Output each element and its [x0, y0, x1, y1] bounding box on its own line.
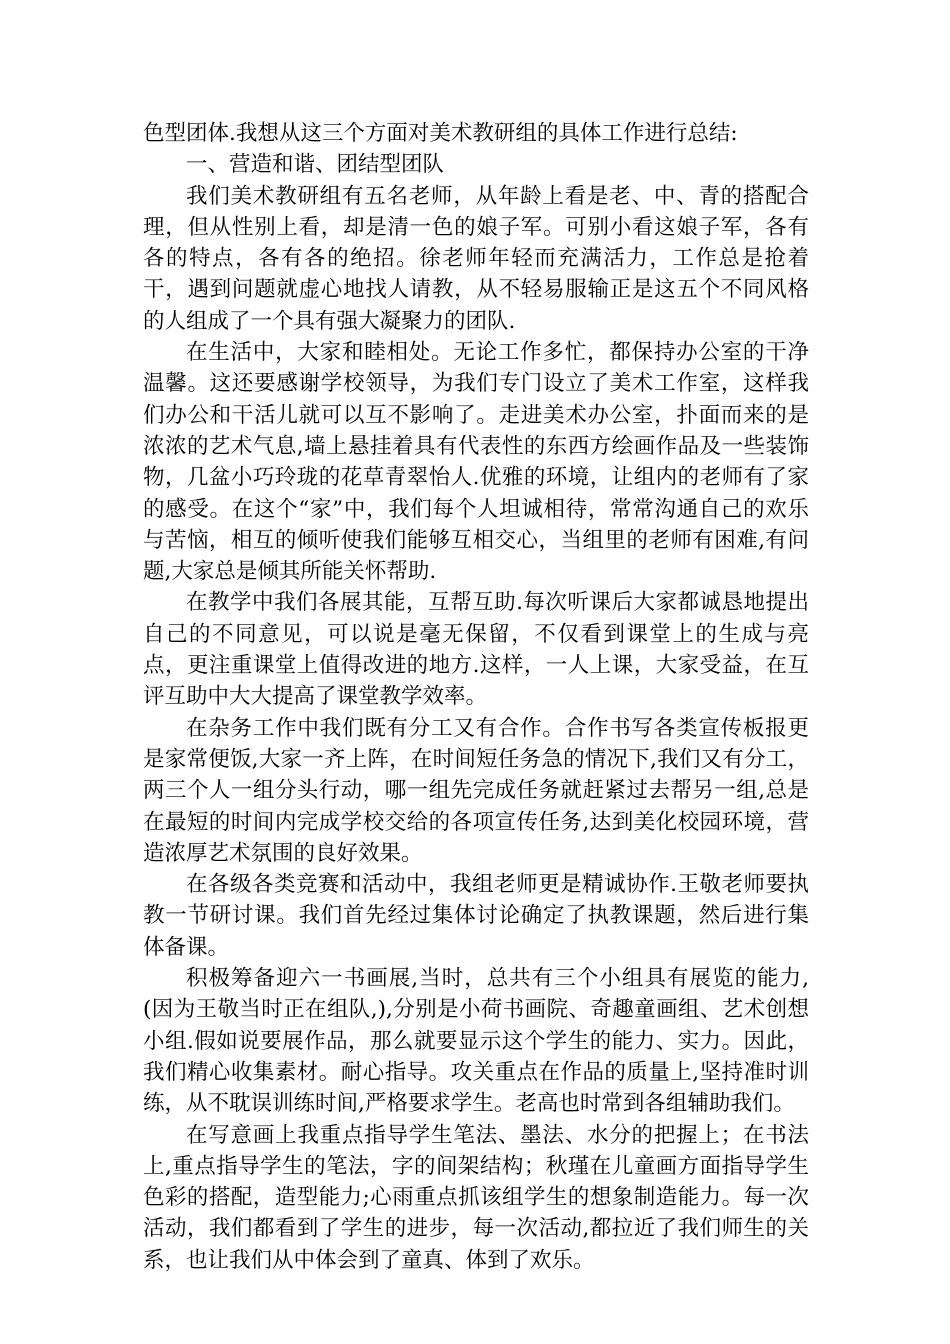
paragraph-teaching: 在教学中我们各展其能，互帮互助.每次听课后大家都诚恳地提出自己的不同意见，可以说是毫无保留，不仅看到课堂上的生成与亮点，更注重课堂上值得改进的地方.这样，一人上课，大家受益，在互评互助中大大提高了课堂教学效率。 [143, 590, 809, 710]
paragraph-chores: 在杂务工作中我们既有分工又有合作。合作书写各类宣传板报更是家常便饭,大家一齐上阵，在时间短任务急的情况下,我们又有分工，两三个人一组分头行动，哪一组先完成任务就赶紧过去帮另一组,总是在最短的时间内完成学校交给的各项宣传任务,达到美化校园环境，营造浓厚艺术氛围的良好效果。 [143, 715, 809, 866]
paragraph-competitions: 在各级各类竞赛和活动中，我组老师更是精诚协作.王敬老师要执教一节研讨课。我们首先经过集体讨论确定了执教课题，然后进行集体备课。 [143, 872, 809, 960]
paragraph-exhibition: 积极筹备迎六一书画展,当时，总共有三个小组具有展览的能力,(因为王敬当时正在组队,),分别是小荷书画院、奇趣童画组、艺术创想小组.假如说要展作品，那么就要显示这个学生的能力、实力。因此，我们精心收集素材。耐心指导。攻关重点在作品的质量上,坚持准时训练，从不耽误训练时间,严格要求学生。老高也时常到各组辅助我们。 [143, 966, 809, 1117]
paragraph-guidance: 在写意画上我重点指导学生笔法、墨法、水分的把握上；在书法上,重点指导学生的笔法，字的间架结构；秋瑾在儿童画方面指导学生色彩的搭配，造型能力;心雨重点抓该组学生的想象制造能力。每一次活动，我们都看到了学生的进步，每一次活动,都拉近了我们师生的关系，也让我们从中体会到了童真、体到了欢乐。 [143, 1122, 809, 1273]
paragraph-team-members: 我们美术教研组有五名老师，从年龄上看是老、中、青的搭配合理，但从性别上看，却是清一色的娘子军。可别小看这娘子军，各有各的特点，各有各的绝招。徐老师年轻而充满活力，工作总是抢着干，遇到问题就虚心地找人请教，从不轻易服输正是这五个不同风格的人组成了一个具有强大凝聚力的团队. [143, 183, 809, 334]
paragraph-intro: 色型团体.我想从这三个方面对美术教研组的具体工作进行总结: [143, 121, 738, 146]
document-body [143, 118, 809, 1276]
section-heading-1: 一、营造和谐、团结型团队 [186, 152, 445, 178]
paragraph-life: 在生活中，大家和睦相处。无论工作多忙，都保持办公室的干净温馨。这还要感谢学校领导，为我们专门设立了美术工作室，这样我们办公和干活儿就可以互不影响了。走进美术办公室，扑面而来的是浓浓的艺术气息,墙上悬挂着具有代表性的东西方绘画作品及一些装饰物，几盆小巧玲珑的花草青翠怡人.优雅的环境，让组内的老师有了家的感受。在这个“家”中，我们每个人坦诚相待，常常沟通自己的欢乐与苦恼，相互的倾听使我们能够互相交心，当组里的老师有困难,有问题,大家总是倾其所能关怀帮助. [143, 340, 809, 585]
